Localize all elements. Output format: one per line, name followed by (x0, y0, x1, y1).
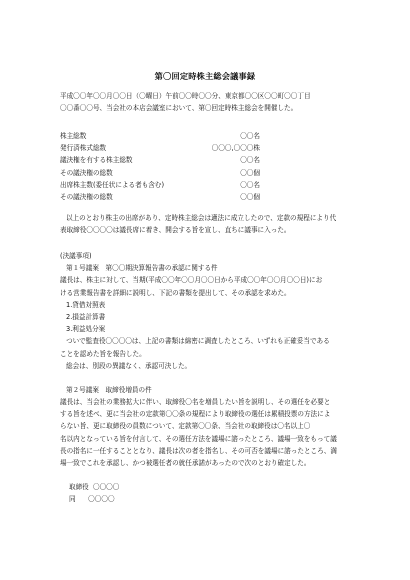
item2-body-line: 場一致でこれを承認し、かつ被選任者の就任承諾があったので次のとおり確定した。 (60, 459, 311, 467)
item1-body-line: ける営業報告書を詳細に説明し、下記の書類を提出して、その承認を求めた。 (60, 288, 291, 297)
stat-row (60, 154, 260, 166)
stat-value: 〇〇名 (240, 156, 260, 165)
appointee-row (60, 493, 355, 505)
appointee-row (60, 481, 355, 493)
stat-label: 株主総数 (60, 132, 87, 140)
appointee-role: 取締役 (69, 483, 89, 492)
appointee-role: 同 (69, 495, 76, 504)
section-heading: (決議事項) (60, 252, 92, 260)
stat-value: 〇〇〇,〇〇〇株 (211, 144, 260, 153)
opening-line: 表取締役〇〇〇〇は議長席に着き、開会する旨を宣し、直ちに議事に入った。 (60, 226, 291, 235)
document-list-item: 1.貸借対照表 (66, 300, 106, 309)
item2-body-line: 議長は、当会社の業務拡大に伴い、取締役〇名を増員したい旨を説明し、その選任を必要と (60, 398, 331, 407)
intro-line: 平成〇〇年〇〇月〇〇日（〇曜日）午前〇〇時〇〇分、東京都〇〇区〇〇町〇〇丁目 (60, 92, 311, 100)
stat-value: 〇〇名 (240, 132, 260, 140)
document-title: 第〇回定時株主総会議事録 (154, 71, 256, 81)
attendance-stats (60, 130, 260, 203)
stat-label: 議決権を有する株主総数 (60, 156, 133, 165)
stat-value: 〇〇個 (240, 168, 260, 177)
stat-label: その議決権の総数 (60, 192, 113, 201)
stat-label: 出席株主数(委任状による者も含む) (60, 180, 165, 189)
intro-paragraph (60, 90, 355, 114)
stat-label: 発行済株式総数 (60, 144, 107, 153)
stat-row (60, 142, 260, 154)
opening-line: 以上のとおり株主の出席があり、定時株主総会は適法に成立したので、定款の規程により代 (66, 214, 337, 222)
item1-result: 総会は、別段の異議なく、承認可決した。 (66, 361, 192, 370)
resolutions-section (60, 250, 355, 506)
auditor-report-line: ついで監査役〇〇〇〇は、上記の書類は綿密に調査したところ、いずれも正確妥当である (66, 337, 330, 346)
item1-body-line: 議長は、株主に対して、当期(平成〇〇年〇〇月〇〇日から平成〇〇年〇〇月〇〇日)にお (60, 276, 323, 285)
opening-paragraph (60, 212, 355, 236)
stat-row (60, 167, 260, 179)
stat-value: 〇〇名 (240, 180, 260, 189)
document-list-item: 2.損益計算書 (66, 312, 106, 321)
stat-row (60, 130, 260, 142)
stat-label: その議決権の総数 (60, 168, 113, 177)
item2-body-line: する旨を述べ、更に当会社の定款第〇〇条の規程により取締役の選任は累積投票の方法によ (60, 410, 331, 419)
intro-line: 〇〇番〇〇号、当会社の本店会議室において、第〇回定時株主総会を開催した。 (60, 104, 298, 113)
stat-row (60, 179, 260, 191)
appointee-name: 〇〇〇〇 (88, 495, 115, 504)
stat-row (60, 191, 260, 203)
stat-value: 〇〇個 (240, 192, 260, 201)
auditor-report-line: ことを認めた旨を報告した。 (60, 349, 146, 358)
document-list-item: 3.利益処分案 (66, 325, 106, 334)
item1-heading: 第１号議案 第〇〇期決算報告書の承認に関する件 (66, 264, 218, 273)
item2-body-line: 長の指名に一任することとなり、議長は次の者を指名し、その可否を議場に諮ったところ、満 (60, 446, 337, 455)
appointee-name: 〇〇〇〇 (92, 483, 120, 492)
item2-body-line: 名以内となっている旨を付言して、その選任方法を議場に諮ったところ、議場一致をもって議 (60, 434, 337, 443)
item2-body-line: らない旨、更に取締役の員数について、定款第〇〇条、当会社の取締役は〇名以上〇 (60, 422, 311, 431)
item2-heading: 第２号議案 取締役増員の件 (66, 385, 152, 394)
